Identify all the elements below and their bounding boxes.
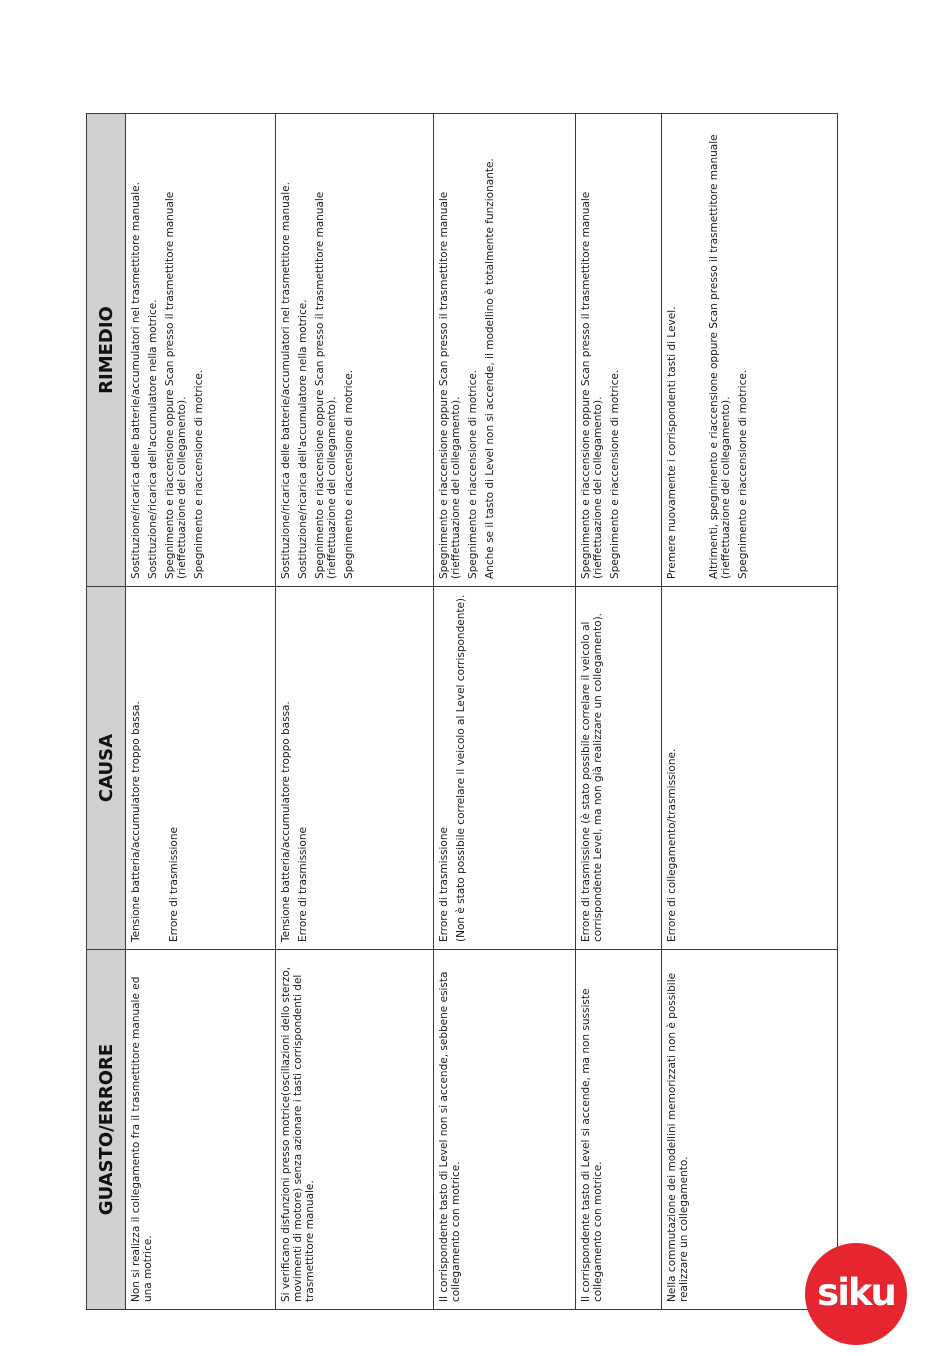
rimedio-text: Spegnimento e riaccensione di motrice. (343, 369, 355, 579)
rimedio-text: Altrimenti, spegnimento e riaccensione oppure Scan presso il trasmettitore manuale (rieffettuazione del collegamento). (708, 134, 732, 579)
guasto-cell (434, 950, 576, 1310)
guasto-cell (276, 950, 434, 1310)
rimedio-text: Spegnimento e riaccensione di motrice. (467, 369, 479, 579)
causa-text: Errore di trasmissione (è stato possibile correlare il veicolo al corrispondente Level, ma non già realizzare un collegamento). (580, 612, 604, 942)
guasto-text: Nella commutazione dei modellini memorizzati non è possibile realizzare un collegamento. (666, 972, 690, 1302)
rimedio-text: Sostituzione/ricarica delle batterie/accumulatori nel trasmettitore manuale. (130, 182, 142, 579)
rimedio-cell (662, 114, 838, 587)
guasto-text: Non si realizza il collegamento fra il trasmettitore manuale ed una motrice. (130, 976, 154, 1302)
header-causa: CAUSA (87, 587, 126, 950)
rimedio-cell (576, 114, 662, 587)
causa-cell (576, 587, 662, 950)
rimedio-text: Spegnimento e riaccensione di motrice. (737, 369, 749, 579)
logo-text: siku (817, 1270, 895, 1314)
table-row (662, 114, 838, 1310)
rimedio-text: Spegnimento e riaccensione oppure Scan presso il trasmettitore manuale (rieffettuazione del collegamento). (314, 191, 338, 579)
rimedio-text: Premere nuovamente i corrispondenti tasti di Level. (666, 306, 678, 579)
causa-cell (276, 587, 434, 950)
rimedio-text: Sostituzione/ricarica dell'accumulatore nella motrice. (297, 299, 309, 579)
causa-cell (434, 587, 576, 950)
causa-text: Errore di trasmissione (438, 827, 450, 942)
header-row (87, 114, 126, 1310)
troubleshooting-table (86, 113, 838, 1310)
header-rimedio: RIMEDIO (87, 114, 126, 587)
rimedio-text: Spegnimento e riaccensione oppure Scan presso il trasmettitore manuale (rieffettuazione del collegamento). (580, 191, 604, 579)
causa-text: Errore di trasmissione (168, 827, 180, 942)
causa-text: Tensione batteria/accumulatore troppo bassa. (130, 701, 142, 942)
guasto-text: Il corrispondente tasto di Level non si accende, sebbene esista collegamento con motrice. (438, 971, 462, 1302)
rimedio-text: Spegnimento e riaccensione di motrice. (609, 369, 621, 579)
table-row (434, 114, 576, 1310)
rimedio-cell (126, 114, 276, 587)
table-row (126, 114, 276, 1310)
guasto-cell (576, 950, 662, 1310)
table-row (576, 114, 662, 1310)
rimedio-cell (276, 114, 434, 587)
rimedio-text: Spegnimento e riaccensione oppure Scan presso il trasmettitore manuale (rieffettuazione del collegamento). (438, 191, 462, 579)
causa-cell (126, 587, 276, 950)
rimedio-text: Spegnimento e riaccensione oppure Scan presso il trasmettitore manuale (rieffettuazione del collegamento). (164, 191, 188, 579)
causa-text: Errore di trasmissione (297, 827, 309, 942)
guasto-text: Il corrispondente tasto di Level si accende, ma non sussiste collegamento con motrice. (580, 988, 604, 1302)
guasto-text: Si verificano disfunzioni presso motrice(oscillazioni dello sterzo, movimenti di motore) senza azionare i tasti corrispondenti del trasmettitore manuale. (280, 966, 316, 1302)
causa-text: Tensione batteria/accumulatore troppo bassa. (280, 701, 292, 942)
guasto-cell (662, 950, 838, 1310)
rimedio-text: Sostituzione/ricarica delle batterie/accumulatori nel trasmettitore manuale. (280, 182, 292, 579)
troubleshooting-table-rotated (86, 114, 836, 1310)
rimedio-text: Sostituzione/ricarica dell'accumulatore nella motrice. (147, 299, 159, 579)
causa-cell (662, 587, 838, 950)
table-row (276, 114, 434, 1310)
causa-text: Errore di collegamento/trasmissione. (666, 748, 678, 942)
siku-logo (805, 1243, 907, 1345)
rimedio-text: Anche se il tasto di Level non si accende, il modellino è totalmente funzionante. (484, 158, 496, 579)
header-guasto: GUASTO/ERRORE (87, 950, 126, 1310)
causa-text: (Non è stato possibile correlare il veicolo al Level corrispondente). (455, 594, 467, 942)
guasto-cell (126, 950, 276, 1310)
rimedio-text: Spegnimento e riaccensione di motrice. (193, 369, 205, 579)
rimedio-cell (434, 114, 576, 587)
